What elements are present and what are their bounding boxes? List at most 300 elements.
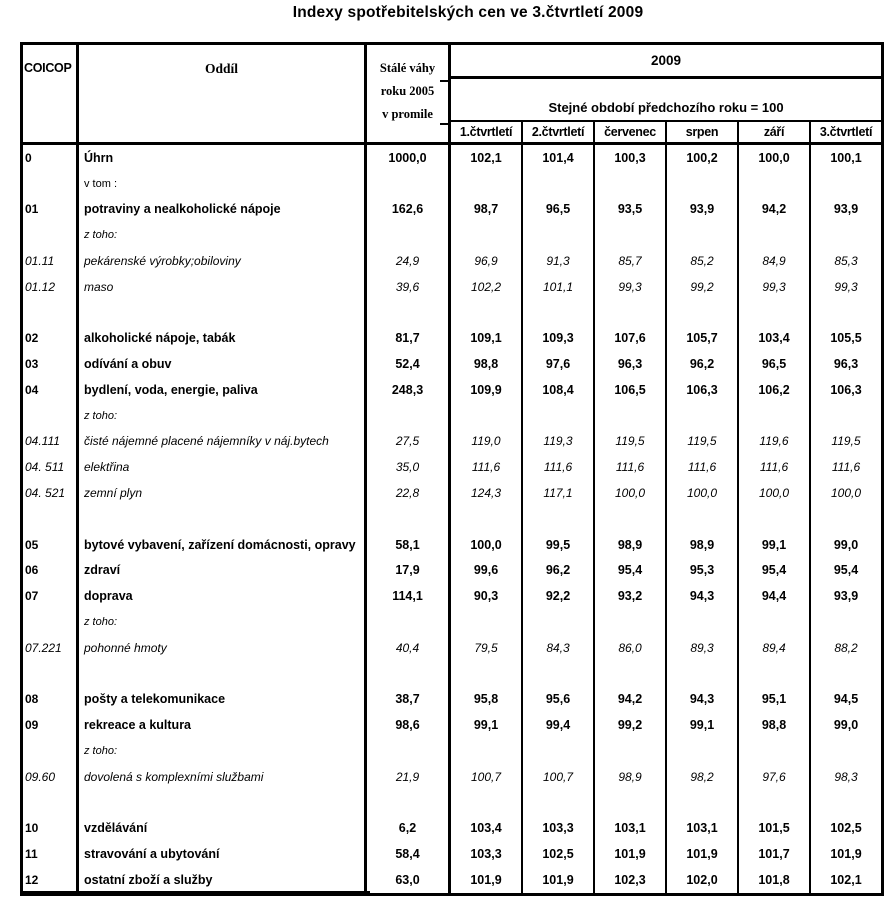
coicop-code: 04 bbox=[23, 377, 79, 403]
page-title: Indexy spotřebitelských cen ve 3.čtvrtletí 2009 bbox=[292, 4, 644, 21]
header-period-q3: 3.čtvrtletí bbox=[819, 125, 873, 139]
index-value: 106,3 bbox=[667, 377, 739, 403]
index-value bbox=[595, 506, 667, 532]
index-value: 100,0 bbox=[595, 480, 667, 506]
index-value bbox=[739, 506, 811, 532]
table-row bbox=[23, 686, 881, 712]
index-value: 108,4 bbox=[523, 377, 595, 403]
price-index-table bbox=[20, 42, 884, 896]
header-year-block bbox=[451, 45, 881, 142]
coicop-code bbox=[23, 506, 79, 532]
header-period-september: září bbox=[739, 122, 811, 142]
weight-value: 39,6 bbox=[367, 274, 451, 300]
header-weights-line3: v promile bbox=[382, 107, 433, 121]
coicop-code: 01.12 bbox=[23, 274, 79, 300]
index-value: 96,2 bbox=[667, 351, 739, 377]
table-row bbox=[23, 325, 881, 351]
index-value: 93,9 bbox=[667, 197, 739, 223]
oddil-label: zemní plyn bbox=[79, 480, 367, 506]
index-value: 93,9 bbox=[833, 589, 859, 604]
index-value bbox=[451, 171, 523, 197]
index-value bbox=[595, 403, 667, 429]
weight-value: 21,9 bbox=[367, 764, 451, 790]
weight-value: 81,7 bbox=[367, 325, 451, 351]
index-value: 102,2 bbox=[451, 274, 523, 300]
index-value: 99,4 bbox=[523, 712, 595, 738]
coicop-code bbox=[23, 403, 79, 429]
index-value: 105,5 bbox=[830, 331, 862, 346]
table-body bbox=[23, 145, 881, 893]
index-value: 99,2 bbox=[667, 274, 739, 300]
index-value bbox=[811, 790, 881, 816]
index-value: 101,1 bbox=[523, 274, 595, 300]
index-value bbox=[451, 738, 523, 764]
index-value: 88,2 bbox=[834, 640, 858, 655]
weight-value: 248,3 bbox=[367, 377, 451, 403]
index-value: 102,1 bbox=[830, 872, 862, 887]
index-value: 102,1 bbox=[451, 145, 523, 171]
oddil-label: stravování a ubytování bbox=[79, 841, 367, 867]
oddil-label: dovolená s komplexními službami bbox=[79, 764, 367, 790]
weight-value: 38,7 bbox=[367, 686, 451, 712]
table-row bbox=[23, 506, 881, 532]
index-value: 89,3 bbox=[667, 635, 739, 661]
index-value: 95,4 bbox=[833, 563, 859, 578]
weight-value bbox=[367, 661, 451, 687]
coicop-code: 11 bbox=[23, 841, 79, 867]
index-value: 96,2 bbox=[523, 558, 595, 584]
oddil-label bbox=[79, 661, 367, 687]
coicop-code: 07 bbox=[23, 583, 79, 609]
index-value bbox=[523, 609, 595, 635]
index-value: 103,1 bbox=[667, 815, 739, 841]
header-base-note: Stejné období předchozího roku = 100 bbox=[451, 79, 881, 122]
index-value bbox=[451, 300, 523, 326]
index-value: 94,4 bbox=[739, 583, 811, 609]
index-value: 99,3 bbox=[595, 274, 667, 300]
oddil-label: z toho: bbox=[79, 609, 367, 635]
index-value: 111,6 bbox=[595, 454, 667, 480]
oddil-label: čisté nájemné placené nájemníky v náj.bytech bbox=[79, 429, 367, 455]
index-value bbox=[739, 790, 811, 816]
coicop-code: 08 bbox=[23, 686, 79, 712]
index-value: 111,6 bbox=[831, 460, 861, 475]
index-value bbox=[667, 609, 739, 635]
weight-value bbox=[367, 790, 451, 816]
table-row bbox=[23, 403, 881, 429]
table-row bbox=[23, 197, 881, 223]
index-value: 94,3 bbox=[667, 583, 739, 609]
header-coicop: COICOP bbox=[23, 45, 79, 142]
weight-value: 40,4 bbox=[367, 635, 451, 661]
table-row bbox=[23, 454, 881, 480]
index-value: 103,3 bbox=[451, 841, 523, 867]
table-row bbox=[23, 609, 881, 635]
coicop-code: 04.111 bbox=[23, 429, 79, 455]
weight-value: 22,8 bbox=[367, 480, 451, 506]
index-value: 100,0 bbox=[667, 480, 739, 506]
weight-value: 35,0 bbox=[367, 454, 451, 480]
index-value bbox=[739, 222, 811, 248]
index-value: 96,9 bbox=[451, 248, 523, 274]
index-value: 99,1 bbox=[739, 532, 811, 558]
oddil-label: elektřina bbox=[79, 454, 367, 480]
header-weights-line2: roku 2005 bbox=[380, 84, 435, 98]
header-weights-line1: Stálé váhy bbox=[379, 61, 436, 75]
index-value bbox=[811, 506, 881, 532]
index-value: 96,5 bbox=[523, 197, 595, 223]
index-value: 111,6 bbox=[451, 454, 523, 480]
index-value: 95,4 bbox=[595, 558, 667, 584]
table-row bbox=[23, 558, 881, 584]
left-block-border bbox=[23, 891, 370, 893]
oddil-label: alkoholické nápoje, tabák bbox=[79, 325, 367, 351]
table-row bbox=[23, 583, 881, 609]
index-value: 98,2 bbox=[667, 764, 739, 790]
index-value: 109,1 bbox=[451, 325, 523, 351]
oddil-label: ostatní zboží a služby bbox=[79, 867, 367, 893]
oddil-label: maso bbox=[79, 274, 367, 300]
coicop-code: 10 bbox=[23, 815, 79, 841]
header-period-q1: 1.čtvrtletí bbox=[451, 122, 523, 142]
weight-value: 24,9 bbox=[367, 248, 451, 274]
coicop-code: 09 bbox=[23, 712, 79, 738]
index-value: 94,3 bbox=[667, 686, 739, 712]
index-value: 124,3 bbox=[451, 480, 523, 506]
divider-tick bbox=[440, 80, 451, 82]
index-value: 119,0 bbox=[451, 429, 523, 455]
oddil-label: zdraví bbox=[79, 558, 367, 584]
index-value: 100,7 bbox=[523, 764, 595, 790]
coicop-code bbox=[23, 171, 79, 197]
table-row bbox=[23, 248, 881, 274]
index-value bbox=[451, 506, 523, 532]
index-value: 95,6 bbox=[523, 686, 595, 712]
table-row bbox=[23, 867, 881, 893]
coicop-code: 01 bbox=[23, 197, 79, 223]
index-value: 103,3 bbox=[523, 815, 595, 841]
index-value: 97,6 bbox=[523, 351, 595, 377]
index-value bbox=[595, 300, 667, 326]
oddil-label: pekárenské výrobky;obiloviny bbox=[79, 248, 367, 274]
header-oddil: Oddíl bbox=[79, 45, 367, 142]
index-value: 98,9 bbox=[595, 764, 667, 790]
oddil-label: Úhrn bbox=[79, 145, 367, 171]
index-value: 98,9 bbox=[667, 532, 739, 558]
header-weights bbox=[367, 45, 451, 142]
table-row bbox=[23, 764, 881, 790]
index-value bbox=[523, 661, 595, 687]
index-value: 94,2 bbox=[739, 197, 811, 223]
table-row bbox=[23, 712, 881, 738]
index-value bbox=[595, 661, 667, 687]
index-value: 119,5 bbox=[667, 429, 739, 455]
index-value bbox=[667, 222, 739, 248]
index-value: 101,8 bbox=[739, 867, 811, 893]
index-value: 119,5 bbox=[831, 434, 861, 449]
index-value bbox=[667, 300, 739, 326]
index-value bbox=[451, 222, 523, 248]
oddil-label bbox=[79, 300, 367, 326]
index-value bbox=[739, 661, 811, 687]
table-row bbox=[23, 815, 881, 841]
index-value: 85,2 bbox=[667, 248, 739, 274]
index-value: 95,3 bbox=[667, 558, 739, 584]
index-value bbox=[667, 738, 739, 764]
index-value: 100,0 bbox=[739, 145, 811, 171]
index-value bbox=[451, 609, 523, 635]
index-value: 102,0 bbox=[667, 867, 739, 893]
index-value: 100,0 bbox=[739, 480, 811, 506]
index-value: 91,3 bbox=[523, 248, 595, 274]
table-row bbox=[23, 480, 881, 506]
index-value bbox=[667, 403, 739, 429]
index-value: 97,6 bbox=[739, 764, 811, 790]
table-row bbox=[23, 841, 881, 867]
weight-value: 58,4 bbox=[367, 841, 451, 867]
index-value bbox=[451, 403, 523, 429]
index-value: 101,9 bbox=[830, 846, 862, 861]
weight-value: 6,2 bbox=[367, 815, 451, 841]
index-value: 106,2 bbox=[739, 377, 811, 403]
index-value: 102,5 bbox=[830, 821, 862, 836]
index-value: 84,3 bbox=[523, 635, 595, 661]
coicop-code: 01.11 bbox=[23, 248, 79, 274]
index-value: 99,6 bbox=[451, 558, 523, 584]
index-value: 101,9 bbox=[595, 841, 667, 867]
index-value: 99,1 bbox=[667, 712, 739, 738]
coicop-code: 12 bbox=[23, 867, 79, 893]
oddil-label: odívání a obuv bbox=[79, 351, 367, 377]
coicop-code: 04. 521 bbox=[23, 480, 79, 506]
index-value: 101,9 bbox=[451, 867, 523, 893]
oddil-label: doprava bbox=[79, 583, 367, 609]
index-value: 105,7 bbox=[667, 325, 739, 351]
coicop-code: 06 bbox=[23, 558, 79, 584]
weight-value: 114,1 bbox=[367, 583, 451, 609]
coicop-code: 02 bbox=[23, 325, 79, 351]
index-value: 84,9 bbox=[739, 248, 811, 274]
coicop-code: 0 bbox=[23, 145, 79, 171]
index-value bbox=[667, 506, 739, 532]
index-value bbox=[595, 790, 667, 816]
oddil-label: rekreace a kultura bbox=[79, 712, 367, 738]
index-value: 92,2 bbox=[523, 583, 595, 609]
weight-value: 1000,0 bbox=[367, 145, 451, 171]
index-value: 85,3 bbox=[834, 254, 858, 269]
index-value: 94,5 bbox=[833, 692, 859, 707]
table-row bbox=[23, 145, 881, 171]
oddil-label: z toho: bbox=[79, 403, 367, 429]
index-value: 99,5 bbox=[523, 532, 595, 558]
weight-value: 162,6 bbox=[367, 197, 451, 223]
coicop-code bbox=[23, 790, 79, 816]
index-value: 96,3 bbox=[595, 351, 667, 377]
table-row bbox=[23, 274, 881, 300]
table-row bbox=[23, 222, 881, 248]
index-value bbox=[811, 222, 881, 248]
index-value bbox=[451, 790, 523, 816]
index-value: 95,8 bbox=[451, 686, 523, 712]
oddil-label: pohonné hmoty bbox=[79, 635, 367, 661]
table-row bbox=[23, 300, 881, 326]
index-value: 95,1 bbox=[739, 686, 811, 712]
index-value bbox=[523, 222, 595, 248]
index-value: 96,3 bbox=[833, 357, 859, 372]
index-value: 95,4 bbox=[739, 558, 811, 584]
table-row bbox=[23, 661, 881, 687]
index-value: 111,6 bbox=[667, 454, 739, 480]
index-value bbox=[739, 403, 811, 429]
index-value: 99,3 bbox=[834, 279, 858, 294]
oddil-label: pošty a telekomunikace bbox=[79, 686, 367, 712]
weight-value bbox=[367, 738, 451, 764]
coicop-code bbox=[23, 609, 79, 635]
index-value bbox=[595, 609, 667, 635]
oddil-label: potraviny a nealkoholické nápoje bbox=[79, 197, 367, 223]
table-row bbox=[23, 171, 881, 197]
index-value: 101,7 bbox=[739, 841, 811, 867]
index-value: 117,1 bbox=[523, 480, 595, 506]
weight-value: 63,0 bbox=[367, 867, 451, 893]
index-value: 100,7 bbox=[451, 764, 523, 790]
index-value bbox=[811, 300, 881, 326]
header-period-august: srpen bbox=[667, 122, 739, 142]
index-value: 93,2 bbox=[595, 583, 667, 609]
index-value: 106,3 bbox=[830, 382, 862, 397]
weight-value bbox=[367, 171, 451, 197]
index-value bbox=[739, 609, 811, 635]
index-value: 111,6 bbox=[739, 454, 811, 480]
index-value bbox=[739, 300, 811, 326]
coicop-code bbox=[23, 222, 79, 248]
table-row bbox=[23, 351, 881, 377]
index-value: 89,4 bbox=[739, 635, 811, 661]
coicop-code bbox=[23, 738, 79, 764]
index-value: 100,0 bbox=[451, 532, 523, 558]
index-value: 101,9 bbox=[523, 867, 595, 893]
index-value: 100,1 bbox=[830, 150, 862, 165]
weight-value bbox=[367, 222, 451, 248]
index-value: 102,3 bbox=[595, 867, 667, 893]
index-value: 103,4 bbox=[451, 815, 523, 841]
weight-value: 52,4 bbox=[367, 351, 451, 377]
coicop-code: 03 bbox=[23, 351, 79, 377]
oddil-label bbox=[79, 506, 367, 532]
index-value bbox=[523, 403, 595, 429]
index-value: 107,6 bbox=[595, 325, 667, 351]
oddil-label: vzdělávání bbox=[79, 815, 367, 841]
table-row bbox=[23, 532, 881, 558]
table-row bbox=[23, 635, 881, 661]
index-value: 98,9 bbox=[595, 532, 667, 558]
index-value bbox=[523, 506, 595, 532]
index-value: 106,5 bbox=[595, 377, 667, 403]
coicop-code: 05 bbox=[23, 532, 79, 558]
oddil-label: v tom : bbox=[79, 171, 367, 197]
index-value bbox=[811, 403, 881, 429]
oddil-label: bydlení, voda, energie, paliva bbox=[79, 377, 367, 403]
index-value bbox=[667, 661, 739, 687]
header-period-july: červenec bbox=[595, 122, 667, 142]
index-value: 100,2 bbox=[667, 145, 739, 171]
index-value: 119,6 bbox=[739, 429, 811, 455]
index-value bbox=[595, 171, 667, 197]
coicop-code bbox=[23, 661, 79, 687]
index-value: 101,4 bbox=[523, 145, 595, 171]
index-value: 99,1 bbox=[451, 712, 523, 738]
index-value bbox=[811, 171, 881, 197]
oddil-label: z toho: bbox=[79, 222, 367, 248]
weight-value: 98,6 bbox=[367, 712, 451, 738]
index-value: 86,0 bbox=[595, 635, 667, 661]
weight-value bbox=[367, 506, 451, 532]
index-value: 98,3 bbox=[834, 769, 858, 784]
coicop-code: 04. 511 bbox=[23, 454, 79, 480]
index-value bbox=[811, 661, 881, 687]
index-value: 103,1 bbox=[595, 815, 667, 841]
index-value: 102,5 bbox=[523, 841, 595, 867]
index-value: 101,5 bbox=[739, 815, 811, 841]
table-row bbox=[23, 377, 881, 403]
weight-value bbox=[367, 403, 451, 429]
coicop-code: 07.221 bbox=[23, 635, 79, 661]
index-value: 94,2 bbox=[595, 686, 667, 712]
table-row bbox=[23, 790, 881, 816]
index-value: 85,7 bbox=[595, 248, 667, 274]
index-value: 93,9 bbox=[833, 202, 859, 217]
index-value bbox=[595, 222, 667, 248]
coicop-code bbox=[23, 300, 79, 326]
index-value: 79,5 bbox=[451, 635, 523, 661]
header-period-q2: 2.čtvrtletí bbox=[523, 122, 595, 142]
table-header bbox=[23, 45, 881, 145]
index-value: 119,5 bbox=[595, 429, 667, 455]
index-value bbox=[667, 171, 739, 197]
index-value: 101,9 bbox=[667, 841, 739, 867]
index-value: 111,6 bbox=[523, 454, 595, 480]
weight-value: 58,1 bbox=[367, 532, 451, 558]
table-row bbox=[23, 738, 881, 764]
index-value bbox=[523, 171, 595, 197]
index-value: 119,3 bbox=[523, 429, 595, 455]
weight-value: 17,9 bbox=[367, 558, 451, 584]
header-year: 2009 bbox=[451, 45, 881, 79]
oddil-label: z toho: bbox=[79, 738, 367, 764]
index-value bbox=[523, 300, 595, 326]
index-value: 99,0 bbox=[833, 718, 859, 733]
index-value bbox=[739, 171, 811, 197]
oddil-label bbox=[79, 790, 367, 816]
index-value: 98,8 bbox=[739, 712, 811, 738]
table-row bbox=[23, 429, 881, 455]
divider-tick bbox=[440, 123, 451, 125]
coicop-code: 09.60 bbox=[23, 764, 79, 790]
index-value bbox=[667, 790, 739, 816]
index-value: 103,4 bbox=[739, 325, 811, 351]
index-value: 98,8 bbox=[451, 351, 523, 377]
index-value bbox=[811, 609, 881, 635]
index-value bbox=[739, 738, 811, 764]
index-value: 100,0 bbox=[830, 486, 862, 501]
index-value: 90,3 bbox=[451, 583, 523, 609]
index-value: 109,9 bbox=[451, 377, 523, 403]
index-value bbox=[451, 661, 523, 687]
index-value bbox=[523, 790, 595, 816]
weight-value bbox=[367, 609, 451, 635]
weight-value bbox=[367, 300, 451, 326]
index-value: 96,5 bbox=[739, 351, 811, 377]
